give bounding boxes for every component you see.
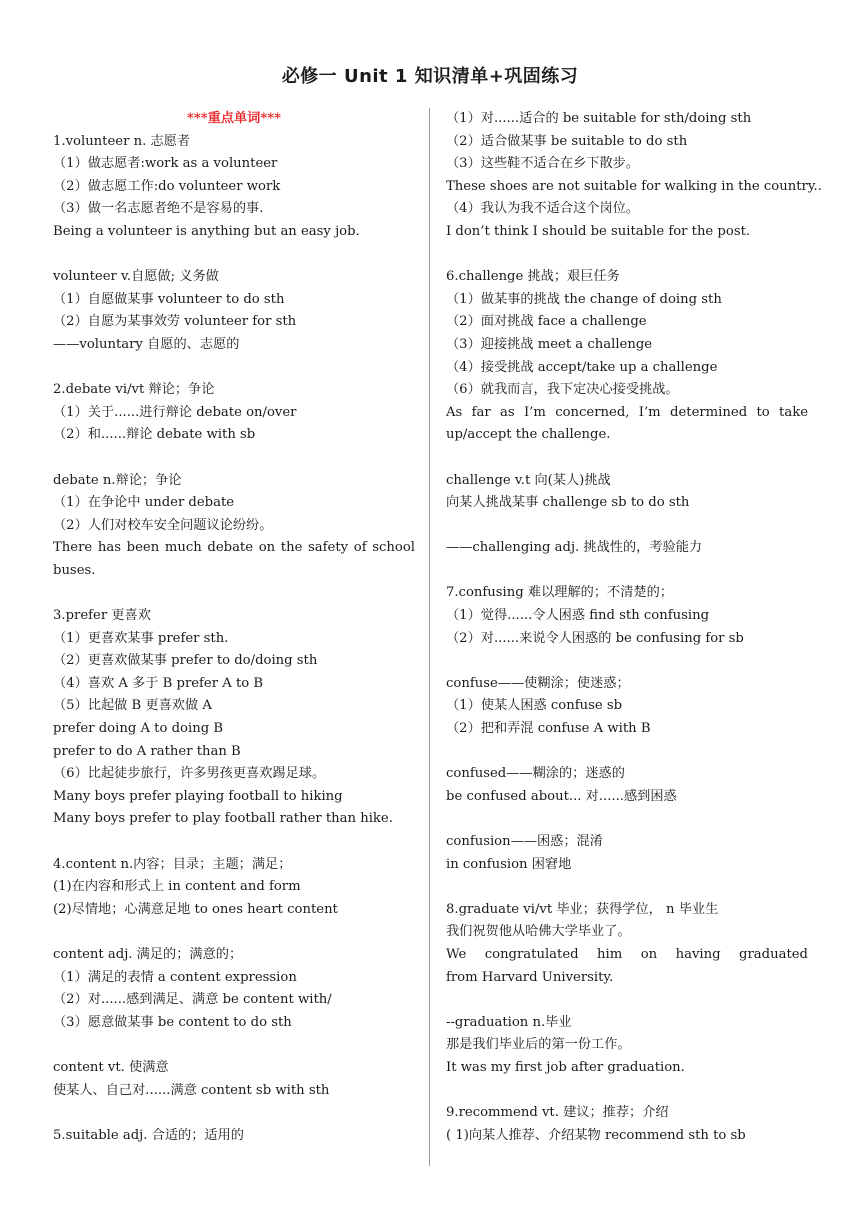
text-line: ——voluntary 自愿的、志愿的: [53, 336, 240, 352]
text-line: 我们祝贺他从哈佛大学毕业了。: [446, 924, 631, 940]
text-line: Many boys prefer playing football to hiking: [53, 788, 343, 804]
text-line: 8.graduate vi/vt 毕业；获得学位， n 毕业生: [446, 901, 719, 917]
text-line: 1.volunteer n. 志愿者: [53, 133, 191, 149]
text-line: prefer to do A rather than B: [53, 743, 241, 759]
text-line: （2）适合做某事 be suitable to do sth: [446, 133, 688, 149]
text-line: （2）把和弄混 confuse A with B: [446, 721, 651, 737]
text-line: （3）愿意做某事 be content to do sth: [53, 1014, 292, 1030]
text-line: （5）比起做 B 更喜欢做 A: [53, 698, 212, 714]
text-line: I don’t think I should be suitable for the post.: [446, 223, 751, 239]
text-line: 6.challenge 挑战；艰巨任务: [446, 269, 620, 285]
document-title: 必修一 Unit 1 知识清单+巩固练习: [281, 66, 579, 87]
text-line: prefer doing A to doing B: [53, 721, 224, 737]
text-line: confusion——困惑；混淆: [446, 834, 603, 849]
blank-line: [53, 1102, 415, 1125]
blank-line: [446, 447, 808, 470]
text-line: （3）迎接挑战 meet a challenge: [446, 336, 653, 352]
text-line: (2)尽情地；心满意足地 to ones heart content: [53, 901, 338, 917]
blank-line: [53, 244, 415, 267]
blank-line: [53, 447, 415, 470]
text-line: （2）对......来说令人困惑的 be confusing for sb: [446, 630, 744, 646]
text-line: 7.confusing 难以理解的；不清楚的；: [446, 585, 673, 601]
text-line: 那是我们毕业后的第一份工作。: [446, 1037, 631, 1053]
blank-line: [53, 1034, 415, 1057]
blank-line: [446, 560, 808, 583]
text-line: （4）喜欢 A 多于 B prefer A to B: [53, 675, 264, 691]
text-line: ——challenging adj. 挑战性的，考验能力: [446, 540, 703, 556]
section-heading: ***重点单词***: [186, 111, 282, 126]
text-line: （3）做一名志愿者绝不是容易的事.: [53, 201, 264, 217]
column-divider: [429, 108, 430, 1166]
text-line: （1）自愿做某事 volunteer to do sth: [53, 291, 285, 307]
text-line: be confused about... 对......感到困惑: [446, 788, 677, 804]
text-line: （1）觉得......令人困惑 find sth confusing: [446, 608, 710, 624]
text-line: （2）自愿为某事效劳 volunteer for sth: [53, 314, 297, 330]
text-line: There has been much debate on the safety of school: [53, 540, 415, 556]
text-line: 9.recommend vt. 建议；推荐；介绍: [446, 1105, 669, 1121]
right-column: [446, 108, 822, 1147]
text-line: （2）人们对校车安全问题议论纷纷。: [53, 517, 273, 533]
text-line: --graduation n.毕业: [446, 1014, 572, 1030]
text-line: 5.suitable adj. 合适的；适用的: [53, 1127, 244, 1143]
text-line: 3.prefer 更喜欢: [53, 608, 151, 624]
blank-line: [446, 1080, 808, 1103]
text-line: （4）接受挑战 accept/take up a challenge: [446, 359, 718, 375]
text-line: content vt. 使满意: [53, 1059, 169, 1075]
text-line: content adj. 满足的；满意的；: [53, 946, 243, 962]
text-line: （1）更喜欢某事 prefer sth.: [53, 630, 229, 646]
blank-line: [53, 582, 415, 605]
text-line: 2.debate vi/vt 辩论；争论: [53, 382, 215, 398]
text-line: 向某人挑战某事 challenge sb to do sth: [446, 495, 690, 511]
text-line: buses.: [53, 562, 96, 578]
text-line: from Harvard University.: [446, 969, 614, 985]
text-line: confuse——使糊涂；使迷惑；: [446, 675, 630, 691]
blank-line: [53, 921, 415, 944]
text-line: We congratulated him on having graduated: [446, 946, 808, 962]
blank-line: [53, 357, 415, 380]
text-line: in confusion 困窘地: [446, 856, 572, 872]
text-line: (1)在内容和形式上 in content and form: [53, 879, 301, 895]
text-line: （1）关于......进行辩论 debate on/over: [53, 404, 297, 420]
text-line: （6）就我而言，我下定决心接受挑战。: [446, 382, 679, 398]
text-line: （1）满足的表情 a content expression: [53, 969, 297, 985]
text-line: volunteer v.自愿做; 义务做: [53, 269, 219, 285]
left-column: [53, 108, 415, 1147]
text-line: （3）这些鞋不适合在乡下散步。: [446, 156, 640, 172]
text-line: （1）做志愿者:work as a volunteer: [53, 156, 278, 172]
blank-line: [446, 515, 808, 538]
blank-line: [446, 808, 808, 831]
blank-line: [53, 831, 415, 854]
blank-line: [446, 650, 808, 673]
text-line: 使某人、自己对......满意 content sb with sth: [53, 1082, 330, 1098]
text-line: （2）和......辩论 debate with sb: [53, 427, 256, 443]
text-line: up/accept the challenge.: [446, 427, 611, 443]
text-line: Being a volunteer is anything but an easy job.: [53, 223, 360, 239]
blank-line: [446, 989, 808, 1012]
text-line: （2）更喜欢做某事 prefer to do/doing sth: [53, 653, 318, 669]
text-line: （2）面对挑战 face a challenge: [446, 314, 647, 330]
text-line: These shoes are not suitable for walking in the country..: [446, 178, 822, 194]
text-line: （6）比起徒步旅行，许多男孩更喜欢踢足球。: [53, 766, 326, 782]
text-line: Many boys prefer to play football rather than hike.: [53, 811, 393, 827]
text-line: challenge v.t 向(某人)挑战: [446, 472, 611, 488]
text-line: debate n.辩论；争论: [53, 472, 182, 488]
text-line: It was my first job after graduation.: [446, 1059, 685, 1075]
text-line: 4.content n.内容；目录；主题；满足；: [53, 856, 292, 872]
text-line: （4）我认为我不适合这个岗位。: [446, 201, 640, 217]
blank-line: [446, 876, 808, 899]
text-line: （1）对......适合的 be suitable for sth/doing sth: [446, 111, 752, 126]
text-line: （2）对......感到满足、满意 be content with/: [53, 992, 332, 1008]
text-line: ( 1)向某人推荐、介绍某物 recommend sth to sb: [446, 1127, 746, 1143]
text-line: （1）使某人困惑 confuse sb: [446, 698, 623, 714]
text-line: （1）在争论中 under debate: [53, 495, 235, 511]
text-line: confused——糊涂的；迷惑的: [446, 766, 625, 782]
blank-line: [446, 244, 808, 267]
blank-line: [446, 741, 808, 764]
text-line: （1）做某事的挑战 the change of doing sth: [446, 291, 722, 307]
text-line: （2）做志愿工作:do volunteer work: [53, 178, 281, 194]
text-line: As far as I’m concerned, I’m determined to take: [446, 404, 808, 420]
